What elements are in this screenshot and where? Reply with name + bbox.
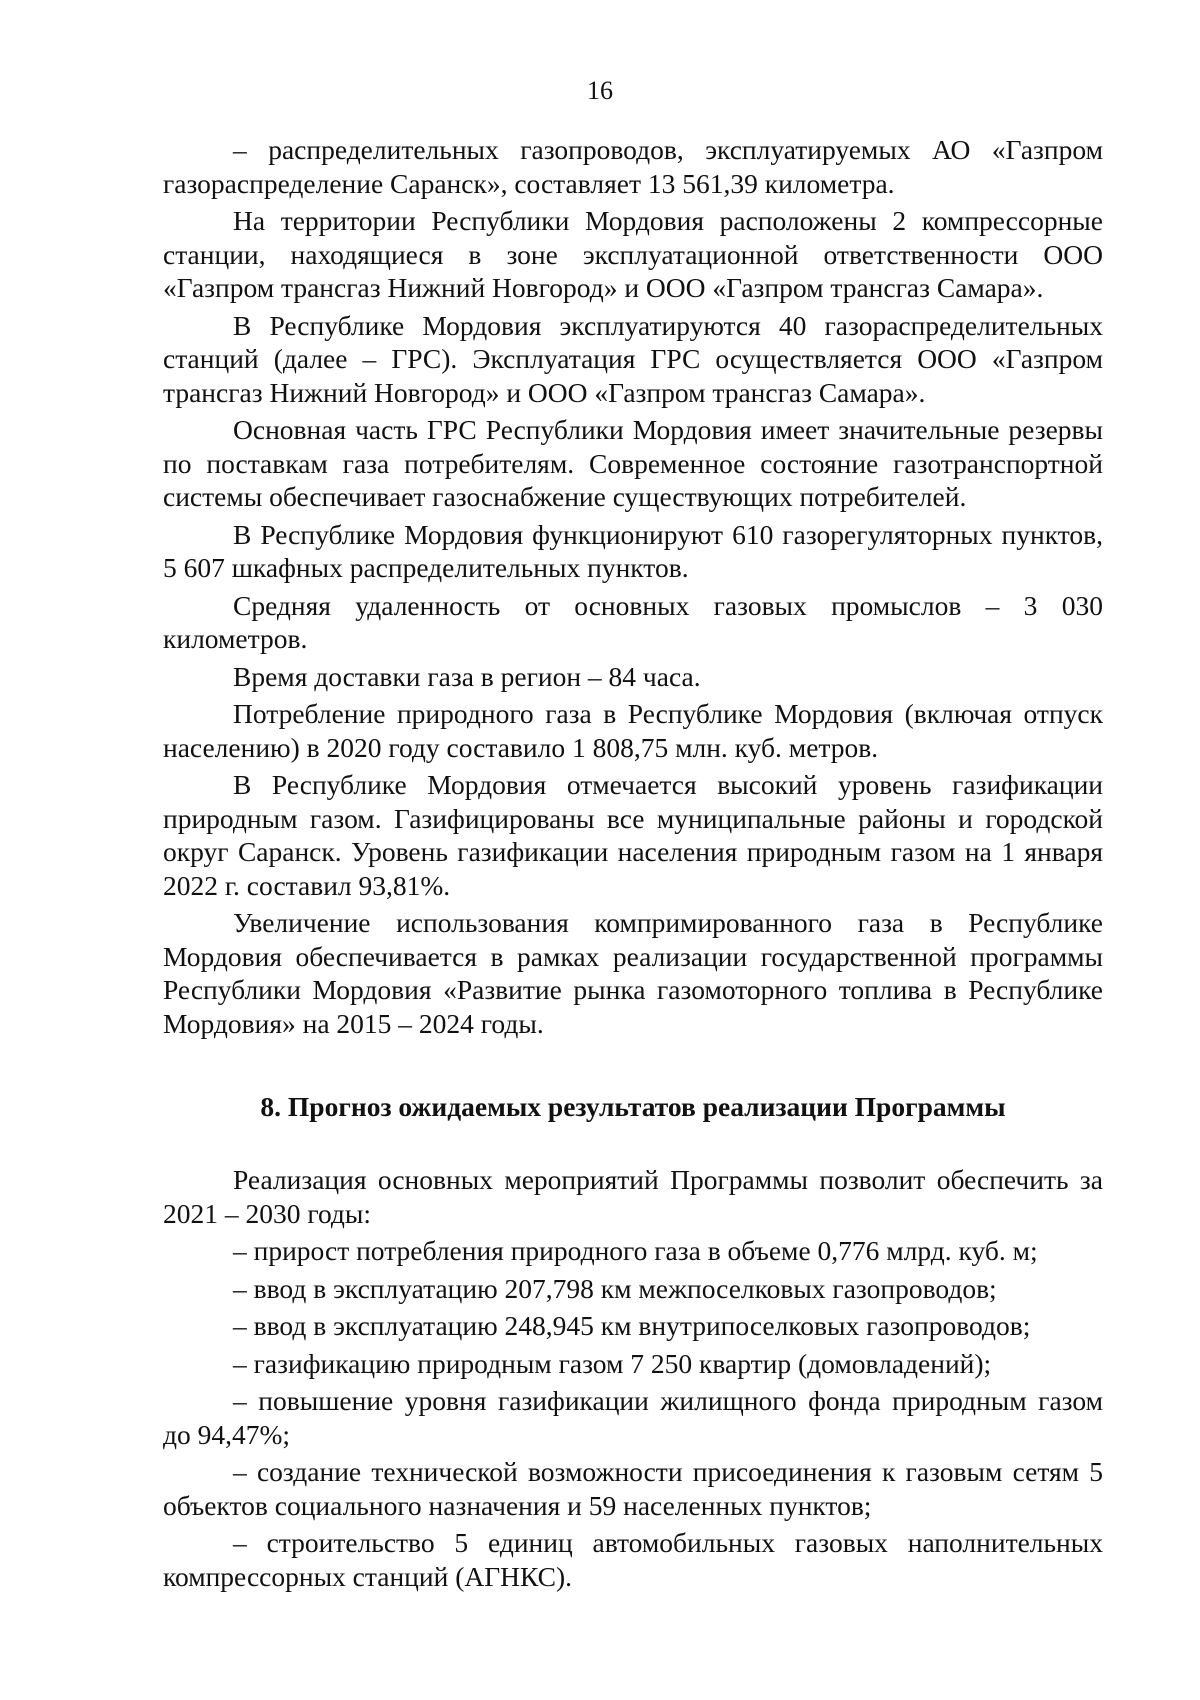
paragraph: Потребление природного газа в Республике Мордовия (включая отпуск населению) в 2020 году составило 1 808,75 млн. куб. метров.	[163, 698, 1103, 763]
paragraph: В Республике Мордовия эксплуатируются 40 газораспределительных станций (далее – ГРС). Эксплуатация ГРС осуществляется ООО «Газпром трансгаз Нижний Новгород» и ООО «Газпром трансгаз Самара».	[163, 309, 1103, 408]
list-item: – ввод в эксплуатацию 207,798 км межпоселковых газопроводов;	[233, 1272, 997, 1304]
paragraph: Время доставки газа в регион – 84 часа.	[233, 660, 701, 692]
list-item: – ввод в эксплуатацию 248,945 км внутрипоселковых газопроводов;	[233, 1310, 1031, 1341]
paragraph: – распределительных газопроводов, эксплуатируемых АО «Газпром газораспределение Саранск», составляет 13 561,39 километра.	[163, 134, 1103, 199]
list-item: – газификацию природным газом 7 250 квартир (домовладений);	[233, 1347, 992, 1379]
paragraph: Реализация основных мероприятий Программы позволит обеспечить за 2021 – 2030 годы:	[163, 1164, 1103, 1229]
paragraph: Средняя удаленность от основных газовых промыслов – 3 030 километров.	[163, 589, 1103, 654]
list-item: – прирост потребления природного газа в объеме 0,776 млрд. куб. м;	[233, 1235, 1038, 1266]
paragraph: В Республике Мордовия отмечается высокий уровень газификации природным газом. Газифицированы все муниципальные районы и городской округ Саранск. Уровень газификации населения природным газом на 1 января 2022 г. составил 93,81%.	[163, 769, 1103, 901]
paragraph: В Республике Мордовия функционируют 610 газорегуляторных пунктов, 5 607 шкафных распределительных пунктов.	[163, 518, 1103, 583]
document-body	[163, 133, 1103, 1593]
list-item: – строительство 5 единиц автомобильных газовых наполнительных компрессорных станций (АГНКС).	[163, 1527, 1103, 1592]
paragraph: Основная часть ГРС Республики Мордовия имеет значительные резервы по поставкам газа потребителям. Современное состояние газотранспортной системы обеспечивает газоснабжение существующих потребителей.	[163, 414, 1103, 512]
paragraph: На территории Республики Мордовия расположены 2 компрессорные станции, находящиеся в зоне эксплуатационной ответственности ООО «Газпром трансгаз Нижний Новгород» и ООО «Газпром трансгаз Самара».	[163, 205, 1103, 303]
list-item: – создание технической возможности присоединения к газовым сетям 5 объектов социального назначения и 59 населенных пунктов;	[163, 1456, 1103, 1521]
section-heading: 8. Прогноз ожидаемых результатов реализации Программы	[260, 1091, 1006, 1122]
page-number: 16	[587, 76, 613, 105]
list-item: – повышение уровня газификации жилищного фонда природным газом до 94,47%;	[163, 1385, 1103, 1450]
paragraph: Увеличение использования компримированного газа в Республике Мордовия обеспечивается в рамках реализации государственной программы Республики Мордовия «Развитие рынка газомоторного топлива в Республике Мордовия» на 2015 – 2024 годы.	[163, 907, 1103, 1039]
